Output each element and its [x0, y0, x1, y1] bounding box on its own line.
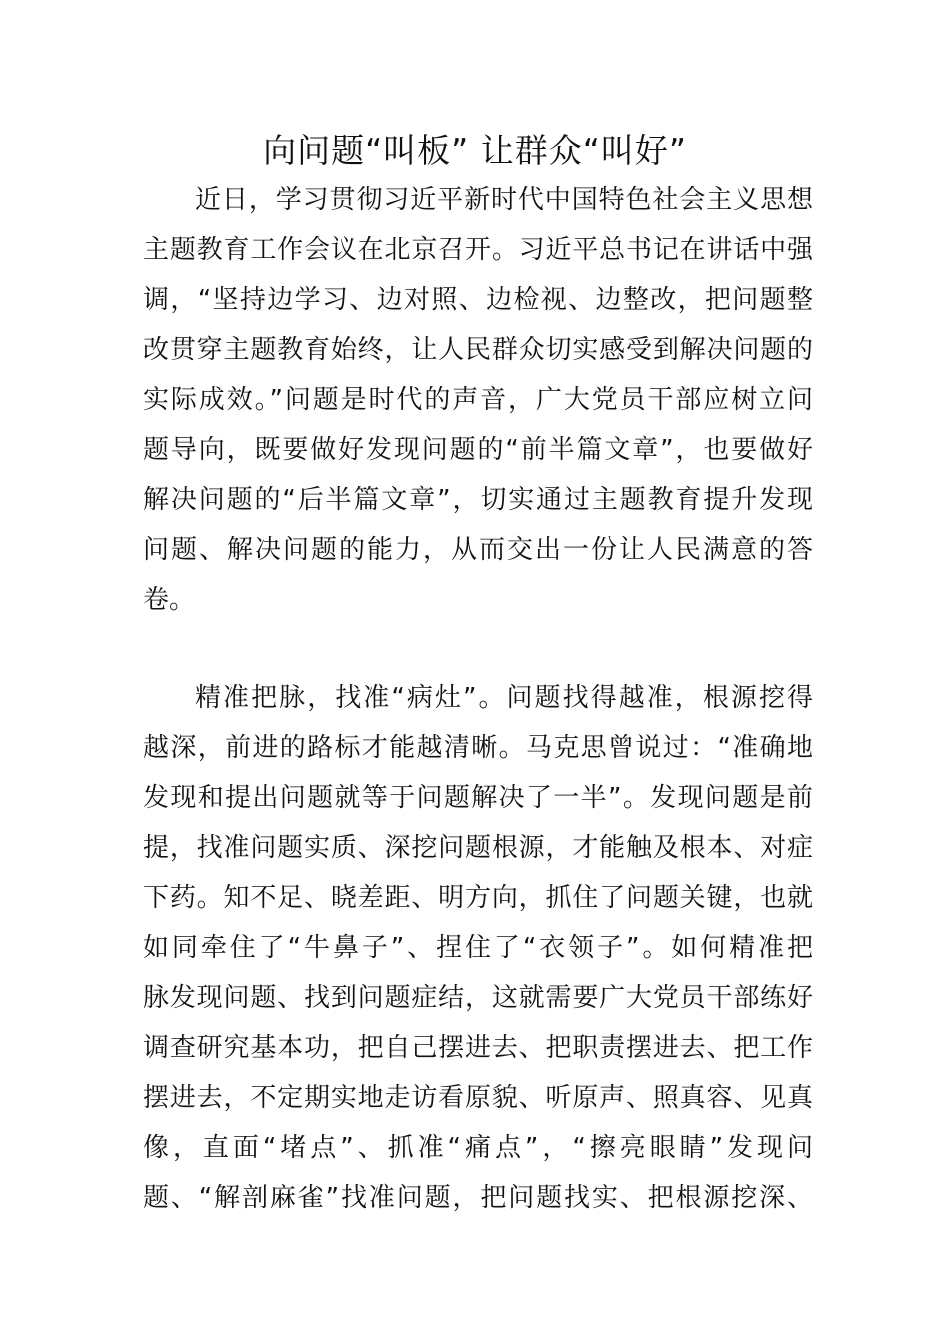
paragraph-1-line-1: 近日，学习贯彻习近平新时代中国特色社会主义思想 — [195, 185, 813, 215]
paragraph-2-line-7: 脉发现问题、找到问题症结，这就需要广大党员干部练好 — [143, 983, 813, 1013]
paragraph-2-line-8: 调查研究基本功，把自己摆进去、把职责摆进去、把工作 — [143, 1033, 813, 1063]
paragraph-2-line-1: 精准把脉，找准“病灶”。问题找得越准，根源挖得 — [195, 683, 813, 713]
paragraph-1-line-3: 调，“坚持边学习、边对照、边检视、边整改，把问题整 — [143, 285, 813, 315]
paragraph-2-line-4: 提，找准问题实质、深挖问题根源，才能触及根本、对症 — [143, 833, 813, 863]
paragraph-2-line-2: 越深，前进的路标才能越清晰。马克思曾说过：“准确地 — [143, 733, 813, 763]
paragraph-1-line-6: 题导向，既要做好发现问题的“前半篇文章”，也要做好 — [143, 435, 813, 465]
paragraph-2-line-10: 像，直面“堵点”、抓准“痛点”，“擦亮眼睛”发现问 — [143, 1133, 813, 1163]
paragraph-1-line-8: 问题、解决问题的能力，从而交出一份让人民满意的答 — [143, 535, 813, 565]
paragraph-1-line-5: 实际成效。”问题是时代的声音，广大党员干部应树立问 — [143, 385, 813, 415]
paragraph-2-line-5: 下药。知不足、晓差距、明方向，抓住了问题关键，也就 — [143, 883, 813, 913]
paragraph-2-line-11: 题、“解剖麻雀”找准问题，把问题找实、把根源挖深、 — [143, 1183, 813, 1213]
paragraph-2-line-6: 如同牵住了“牛鼻子”、捏住了“衣领子”。如何精准把 — [143, 933, 813, 963]
document-title: 向问题“叫板” 让群众“叫好” — [263, 131, 687, 170]
paragraph-2-line-9: 摆进去，不定期实地走访看原貌、听原声、照真容、见真 — [143, 1083, 813, 1113]
paragraph-2-line-3: 发现和提出问题就等于问题解决了一半”。发现问题是前 — [143, 783, 813, 813]
paragraph-1-line-9: 卷。 — [143, 585, 196, 615]
paragraph-1-line-2: 主题教育工作会议在北京召开。习近平总书记在讲话中强 — [143, 235, 813, 265]
paragraph-1-line-4: 改贯穿主题教育始终，让人民群众切实感受到解决问题的 — [143, 335, 813, 365]
paragraph-1-line-7: 解决问题的“后半篇文章”，切实通过主题教育提升发现 — [143, 485, 813, 515]
